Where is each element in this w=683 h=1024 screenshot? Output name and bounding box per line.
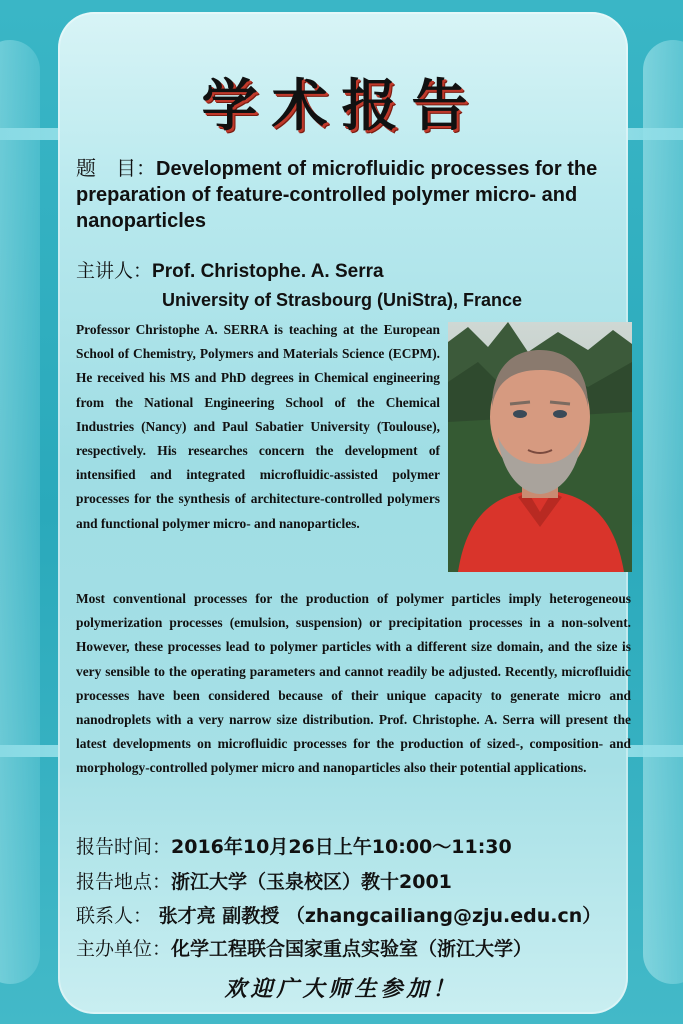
time-value: 2016年10月26日上午10:00～11:30 bbox=[171, 836, 512, 858]
topic-block bbox=[76, 155, 636, 234]
portrait-illustration bbox=[448, 322, 632, 572]
time-label: 报告时间： bbox=[76, 836, 172, 858]
info-host bbox=[76, 935, 656, 964]
welcome-text: 欢迎广大师生参加！ bbox=[224, 977, 459, 1002]
speaker-name: Prof. Christophe. A. Serra bbox=[152, 261, 384, 282]
speaker-photo bbox=[448, 322, 632, 572]
info-place bbox=[76, 868, 656, 897]
speaker-affiliation: University of Strasbourg (UniStra), France bbox=[162, 290, 523, 310]
talk-abstract: Most conventional processes for the production of polymer particles imply heterogeneous polymerization processes (emulsion, suspension) or precipitation processes in a non-solvent. However, these processes lead to polymer particles with a different size domain, and the size is very sensible to the operating parameters and cannot readily be adjusted. Recently, microfluidic processes have been considered because of their unique capacity to generate micro and nanodroplets with a very narrow size distribution. Prof. Christophe. A. Serra will present the latest developments on microfluidic processes for the production of sized-, composition- and morphology-controlled polymer micro and nanoparticles also their potential applications. bbox=[76, 591, 631, 776]
speaker-label: 主讲人： bbox=[76, 260, 153, 282]
poster-title: 学术报告 bbox=[201, 74, 482, 139]
info-time bbox=[76, 833, 656, 862]
contact-value: 张才亮 副教授 （zhangcailiang@zju.edu.cn） bbox=[152, 905, 602, 927]
place-value: 浙江大学（玉泉校区）教十2001 bbox=[171, 871, 452, 893]
info-contact bbox=[76, 902, 656, 931]
host-value: 化学工程联合国家重点实验室（浙江大学） bbox=[171, 938, 533, 960]
speaker-bio: Professor Christophe A. SERRA is teaching at the European School of Chemistry, Polymers and Materials Science (ECPM). He received his MS and PhD degrees in Chemical engineering from the National Engineering School of the Chemical Industries (Nancy) and Paul Sabatier University (Toulouse), respectively. His researches concern the development of intensified and integrated microfluidic-assisted polymer processes for the synthesis of architecture-controlled polymers and functional polymer micro- and nanoparticles. bbox=[76, 322, 440, 531]
speaker-block bbox=[76, 257, 636, 314]
topic-text: Development of microfluidic processes for the preparation of feature-controlled polymer micro- and nanoparticles bbox=[76, 158, 598, 232]
contact-label: 联系人： bbox=[76, 905, 153, 927]
left-decor-panel bbox=[0, 40, 40, 984]
host-label: 主办单位： bbox=[76, 938, 172, 960]
topic-label: 题 目： bbox=[76, 156, 156, 180]
place-label: 报告地点： bbox=[76, 871, 172, 893]
